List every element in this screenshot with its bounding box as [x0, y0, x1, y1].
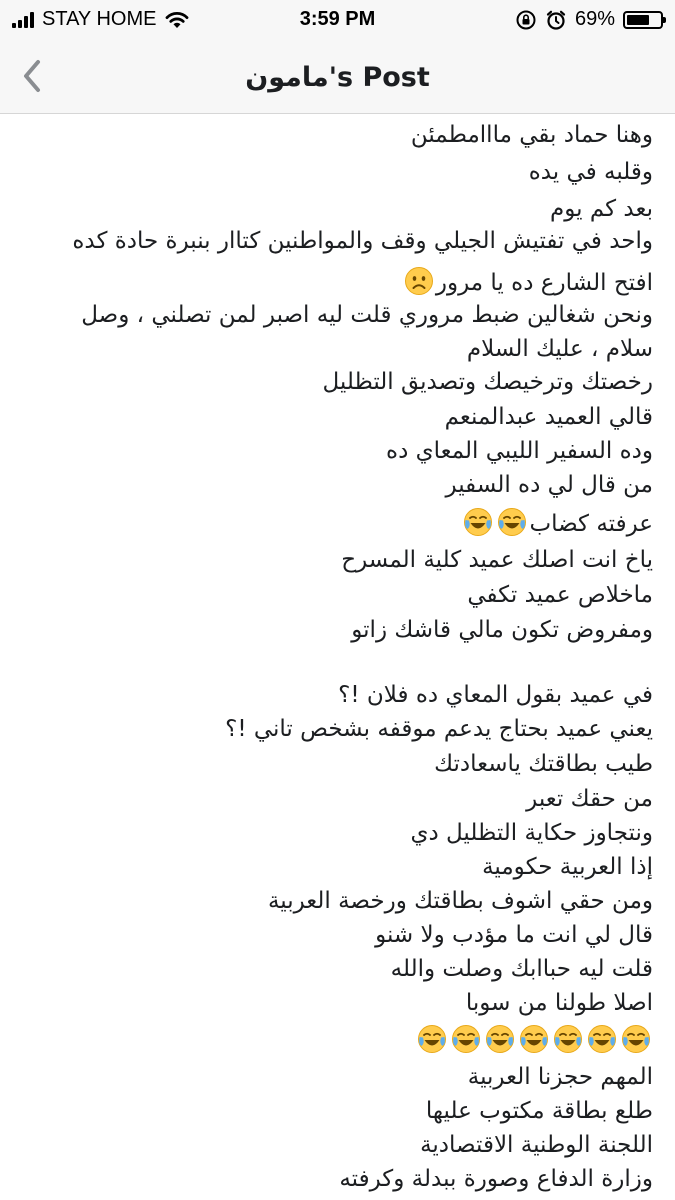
post-line: ونحن شغالين ضبط مروري قلت ليه اصبر لمن تصلني ، وصل [81, 302, 653, 328]
emoji-row [22, 1024, 653, 1058]
post-line: وده السفير الليبي المعاي ده [386, 438, 653, 464]
post-line: من قال لي ده السفير [445, 472, 653, 498]
post-line: وقلبه في يده [528, 159, 653, 185]
post-line: قال لي انت ما مؤدب ولا شنو [375, 922, 653, 948]
tears-of-joy-icon [417, 1024, 447, 1054]
post-line: ماخلاص عميد تكفي [467, 582, 653, 608]
tears-of-joy-icon [451, 1024, 481, 1054]
post-line: ومن حقي اشوف بطاقتك ورخصة العربية [267, 888, 653, 914]
post-line: رخصتك وترخيصك وتصديق التظليل [322, 369, 653, 395]
post-line: طيب بطاقتك ياسعادتك [434, 751, 653, 777]
battery-percent: 69% [574, 8, 615, 30]
battery-icon [623, 11, 663, 29]
post-line: سلام ، عليك السلام [466, 336, 653, 362]
status-bar [0, 0, 675, 40]
tears-of-joy-icon [553, 1024, 583, 1054]
post-line: اصلا طولنا من سوبا [465, 990, 653, 1016]
post-line: طلع بطاقة مكتوب عليها [425, 1098, 653, 1124]
post-line: وهنا حماد بقي مااامطمئن [410, 122, 653, 148]
post-line: افتح الشارع ده يا مرور [22, 266, 653, 300]
status-right [515, 8, 663, 31]
status-time: 3:59 PM [299, 8, 376, 30]
worried-face-icon [404, 266, 434, 296]
post-line: من حقك تعبر [526, 786, 653, 812]
battery-fill [627, 15, 649, 25]
post-line: المهم حجزنا العربية [467, 1064, 653, 1090]
orientation-lock-icon [515, 9, 537, 31]
carrier-label: STAY HOME [42, 8, 157, 30]
post-line: بعد كم يوم [550, 196, 653, 222]
post-line: في عميد بقول المعاي ده فلان !؟ [338, 682, 653, 708]
navigation-bar [0, 40, 675, 114]
post-line: اللجنة الوطنية الاقتصادية [420, 1132, 653, 1158]
post-line: ونتجاوز حكاية التظليل دي [410, 820, 653, 846]
post-line: عرفته كضاب [22, 507, 653, 541]
post-line: قالي العميد عبدالمنعم [444, 404, 653, 430]
tears-of-joy-icon [485, 1024, 515, 1054]
page-title: مامون's Post [245, 62, 430, 93]
post-line: ومفروض تكون مالي قاشك زاتو [351, 617, 653, 643]
alarm-icon [545, 9, 567, 31]
post-line: إذا العربية حكومية [482, 854, 653, 880]
tears-of-joy-icon [587, 1024, 617, 1054]
post-line: ياخ انت اصلك عميد كلية المسرح [341, 547, 653, 573]
tears-of-joy-icon [497, 507, 527, 537]
post-line: يعني عميد بحتاج يدعم موقفه بشخص تاني !؟ [225, 716, 653, 742]
post-line: واحد في تفتيش الجيلي وقف والمواطنين كتاار بنبرة حادة كده [72, 228, 653, 254]
post-line: قلت ليه حباابك وصلت والله [390, 956, 653, 982]
tears-of-joy-icon [621, 1024, 651, 1054]
post-body [0, 114, 675, 1200]
tears-of-joy-icon [463, 507, 493, 537]
tears-of-joy-icon [519, 1024, 549, 1054]
post-line: وزارة الدفاع وصورة ببدلة وكرفته [339, 1166, 653, 1192]
